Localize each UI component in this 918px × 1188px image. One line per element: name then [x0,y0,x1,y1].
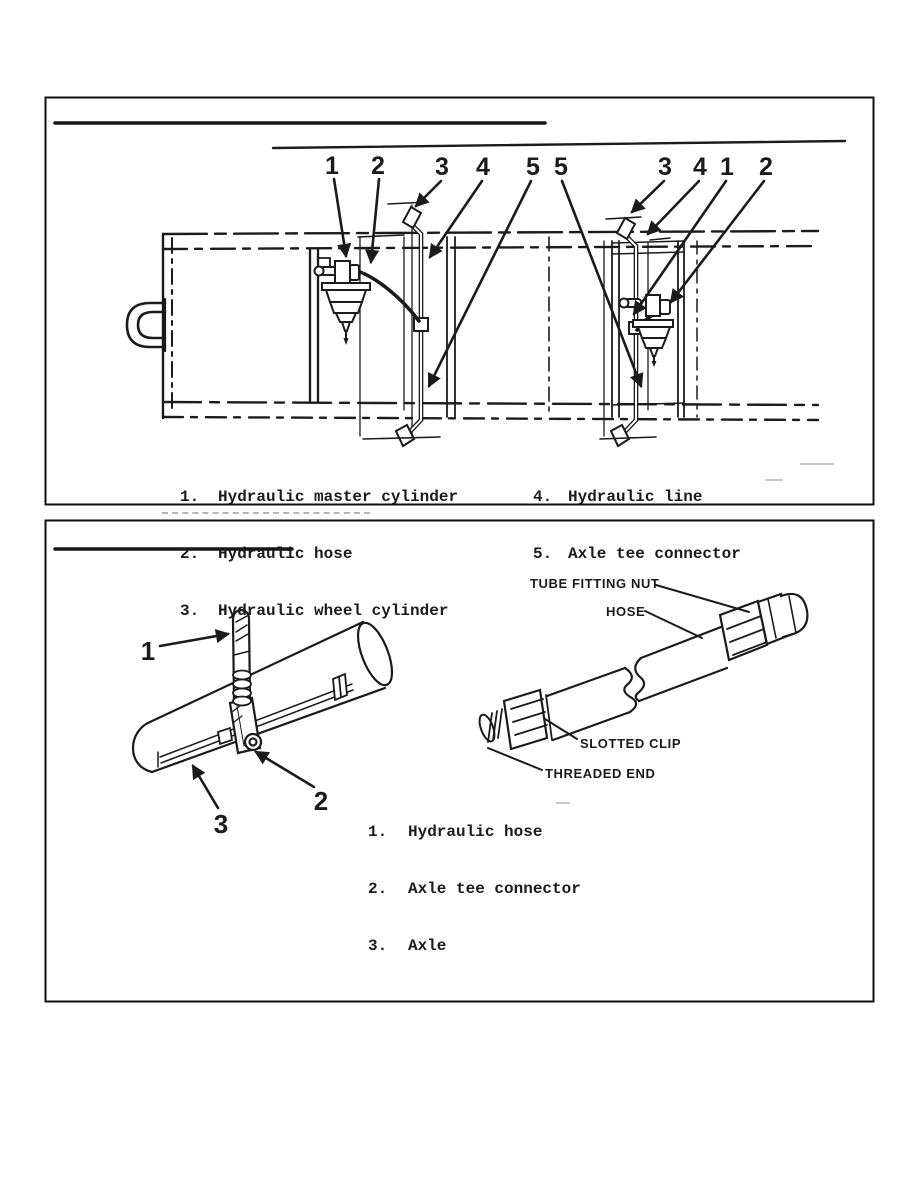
legend-item [368,879,581,900]
figure1-callouts [325,152,773,181]
legend-item [533,544,741,565]
lunette-ring [127,299,165,351]
master-cylinder-right [620,295,674,367]
axle-left-end [133,722,152,772]
scan-speck [765,479,783,481]
legend-label: Axle tee connector [568,545,741,563]
callout-number: 4 [693,153,707,181]
legend-number: 3. [180,602,200,620]
threaded-tip-upper [781,594,807,637]
callout-number: 4 [476,153,490,181]
legend-item [368,822,581,843]
wheel-cylinder-fitting-right [617,218,635,239]
callout-number: 1 [720,153,734,181]
legend-number: 1. [368,823,388,841]
hydraulic-hose-left [360,272,419,321]
trailer-body-top-line [273,141,845,148]
slotted-clip-label: SLOTTED CLIP [580,736,682,751]
wheel-cylinder-tick-left-upper [388,202,428,204]
axle-drawing [133,610,399,839]
tube-fitting-nut-label: TUBE FITTING NUT [530,576,660,591]
legend-number: 5. [533,545,553,563]
legend-label: Hydraulic hose [408,823,543,841]
figure2-legend [368,786,581,975]
legend-item [180,544,458,565]
hose-label: HOSE [606,604,646,619]
callout-number: 1 [325,152,339,180]
legend-number: 2. [368,880,388,898]
legend-item [180,601,458,622]
legend-label: Axle tee connector [408,880,581,898]
wheel-cylinder-tick-left-lower [358,235,404,237]
hose-break-upper [635,658,644,701]
legend-number: 2. [180,545,200,563]
legend-label: Hydraulic master cylinder [218,488,459,506]
callout-number: 5 [554,153,568,181]
legend-label: Hydraulic wheel cylinder [218,602,449,620]
wheel-cylinder-fitting-left [403,207,421,228]
figure1-frame-border [46,98,874,505]
figure1-legend-left [180,451,458,640]
callout-number: 3 [658,153,672,181]
scan-speck [800,463,834,465]
legend-item [533,487,741,508]
callout-number: 2 [371,152,385,180]
callout-number: 1 [140,636,156,666]
legend-item [180,487,458,508]
hose-upper-segment [635,594,807,701]
hydraulic-line-left [358,202,440,446]
callout-number: 2 [759,153,773,181]
figure1-leader-lines [334,179,764,386]
legend-number: 1. [180,488,200,506]
figure1-drawing [127,141,845,446]
axle-tick-right [600,437,656,439]
threaded-end-label: THREADED END [545,766,656,781]
legend-label: Axle [408,937,447,955]
legend-item [368,936,581,957]
legend-label: Hydraulic hose [218,545,353,563]
callout-number: 5 [526,153,540,181]
hose-break-lower [624,668,636,712]
legend-number: 3. [368,937,388,955]
frame-rails [163,231,818,420]
legend-label: Hydraulic line [568,488,703,506]
callout-number: 3 [435,153,449,181]
figure1-legend-right [533,451,741,583]
rod-clip [333,674,347,700]
tee-nut [245,734,261,750]
wheel-cylinder-tick-right-lower [650,238,670,240]
hose-detail-drawing [477,576,808,781]
callout-number: 2 [313,786,329,816]
callout-number: 3 [213,809,229,839]
legend-number: 4. [533,488,553,506]
axle-tick-left [363,437,440,439]
